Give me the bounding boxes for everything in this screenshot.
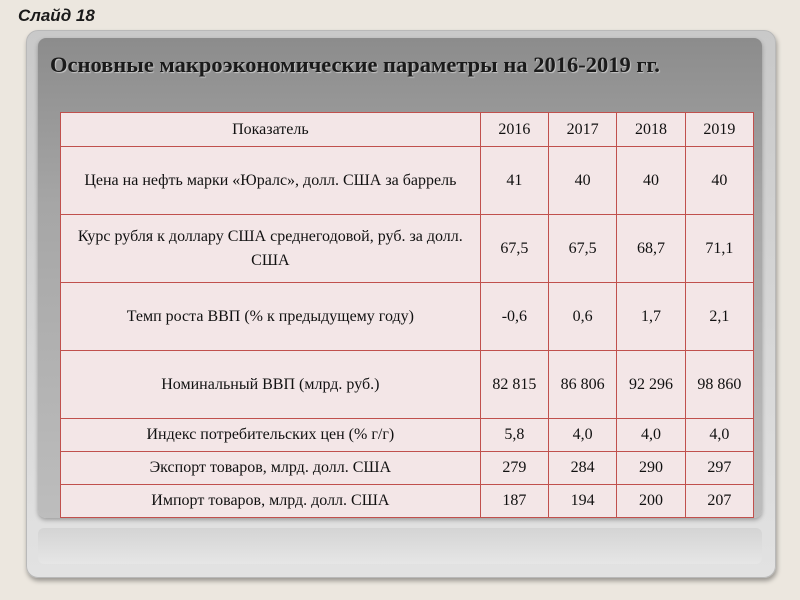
row-value: 4,0 [617,419,685,452]
row-value: 207 [685,485,753,518]
row-value: 2,1 [685,283,753,351]
table-row [61,452,754,485]
row-value: 41 [480,147,548,215]
row-value: 200 [617,485,685,518]
row-value: 40 [685,147,753,215]
row-value: 284 [549,452,617,485]
row-value: 0,6 [549,283,617,351]
row-value: 297 [685,452,753,485]
row-value: 86 806 [549,351,617,419]
table-row [61,351,754,419]
table-row [61,147,754,215]
row-value: 194 [549,485,617,518]
table-row [61,419,754,452]
row-value: 290 [617,452,685,485]
row-value: 4,0 [549,419,617,452]
row-value: 68,7 [617,215,685,283]
slide-title: Основные макроэкономические параметры на 2016-2019 гг. [50,52,660,77]
header-cell-2017: 2017 [549,113,617,147]
header-cell-2019: 2019 [685,113,753,147]
macro-parameters-table [60,112,754,518]
header-cell-indicator: Показатель [61,113,481,147]
row-value: 67,5 [549,215,617,283]
row-value: 40 [617,147,685,215]
slide-number-label: Слайд 18 [18,6,95,25]
row-label: Индекс потребительских цен (% г/г) [61,419,481,452]
row-label: Темп роста ВВП (% к предыдущему году) [61,283,481,351]
row-value: 5,8 [480,419,548,452]
row-value: 4,0 [685,419,753,452]
row-value: 279 [480,452,548,485]
row-value: 67,5 [480,215,548,283]
table-row [61,283,754,351]
slide-footer-strip [38,528,762,564]
table-row [61,485,754,518]
row-value: 82 815 [480,351,548,419]
row-value: 1,7 [617,283,685,351]
row-label: Экспорт товаров, млрд. долл. США [61,452,481,485]
table-row [61,215,754,283]
header-cell-2018: 2018 [617,113,685,147]
header-cell-2016: 2016 [480,113,548,147]
row-value: 98 860 [685,351,753,419]
row-value: 92 296 [617,351,685,419]
row-label: Номинальный ВВП (млрд. руб.) [61,351,481,419]
row-value: -0,6 [480,283,548,351]
row-label: Курс рубля к доллару США среднегодовой, руб. за долл. США [61,215,481,283]
row-label: Импорт товаров, млрд. долл. США [61,485,481,518]
row-value: 71,1 [685,215,753,283]
row-value: 187 [480,485,548,518]
table-header-row [61,113,754,147]
row-value: 40 [549,147,617,215]
row-label: Цена на нефть марки «Юралс», долл. США за баррель [61,147,481,215]
